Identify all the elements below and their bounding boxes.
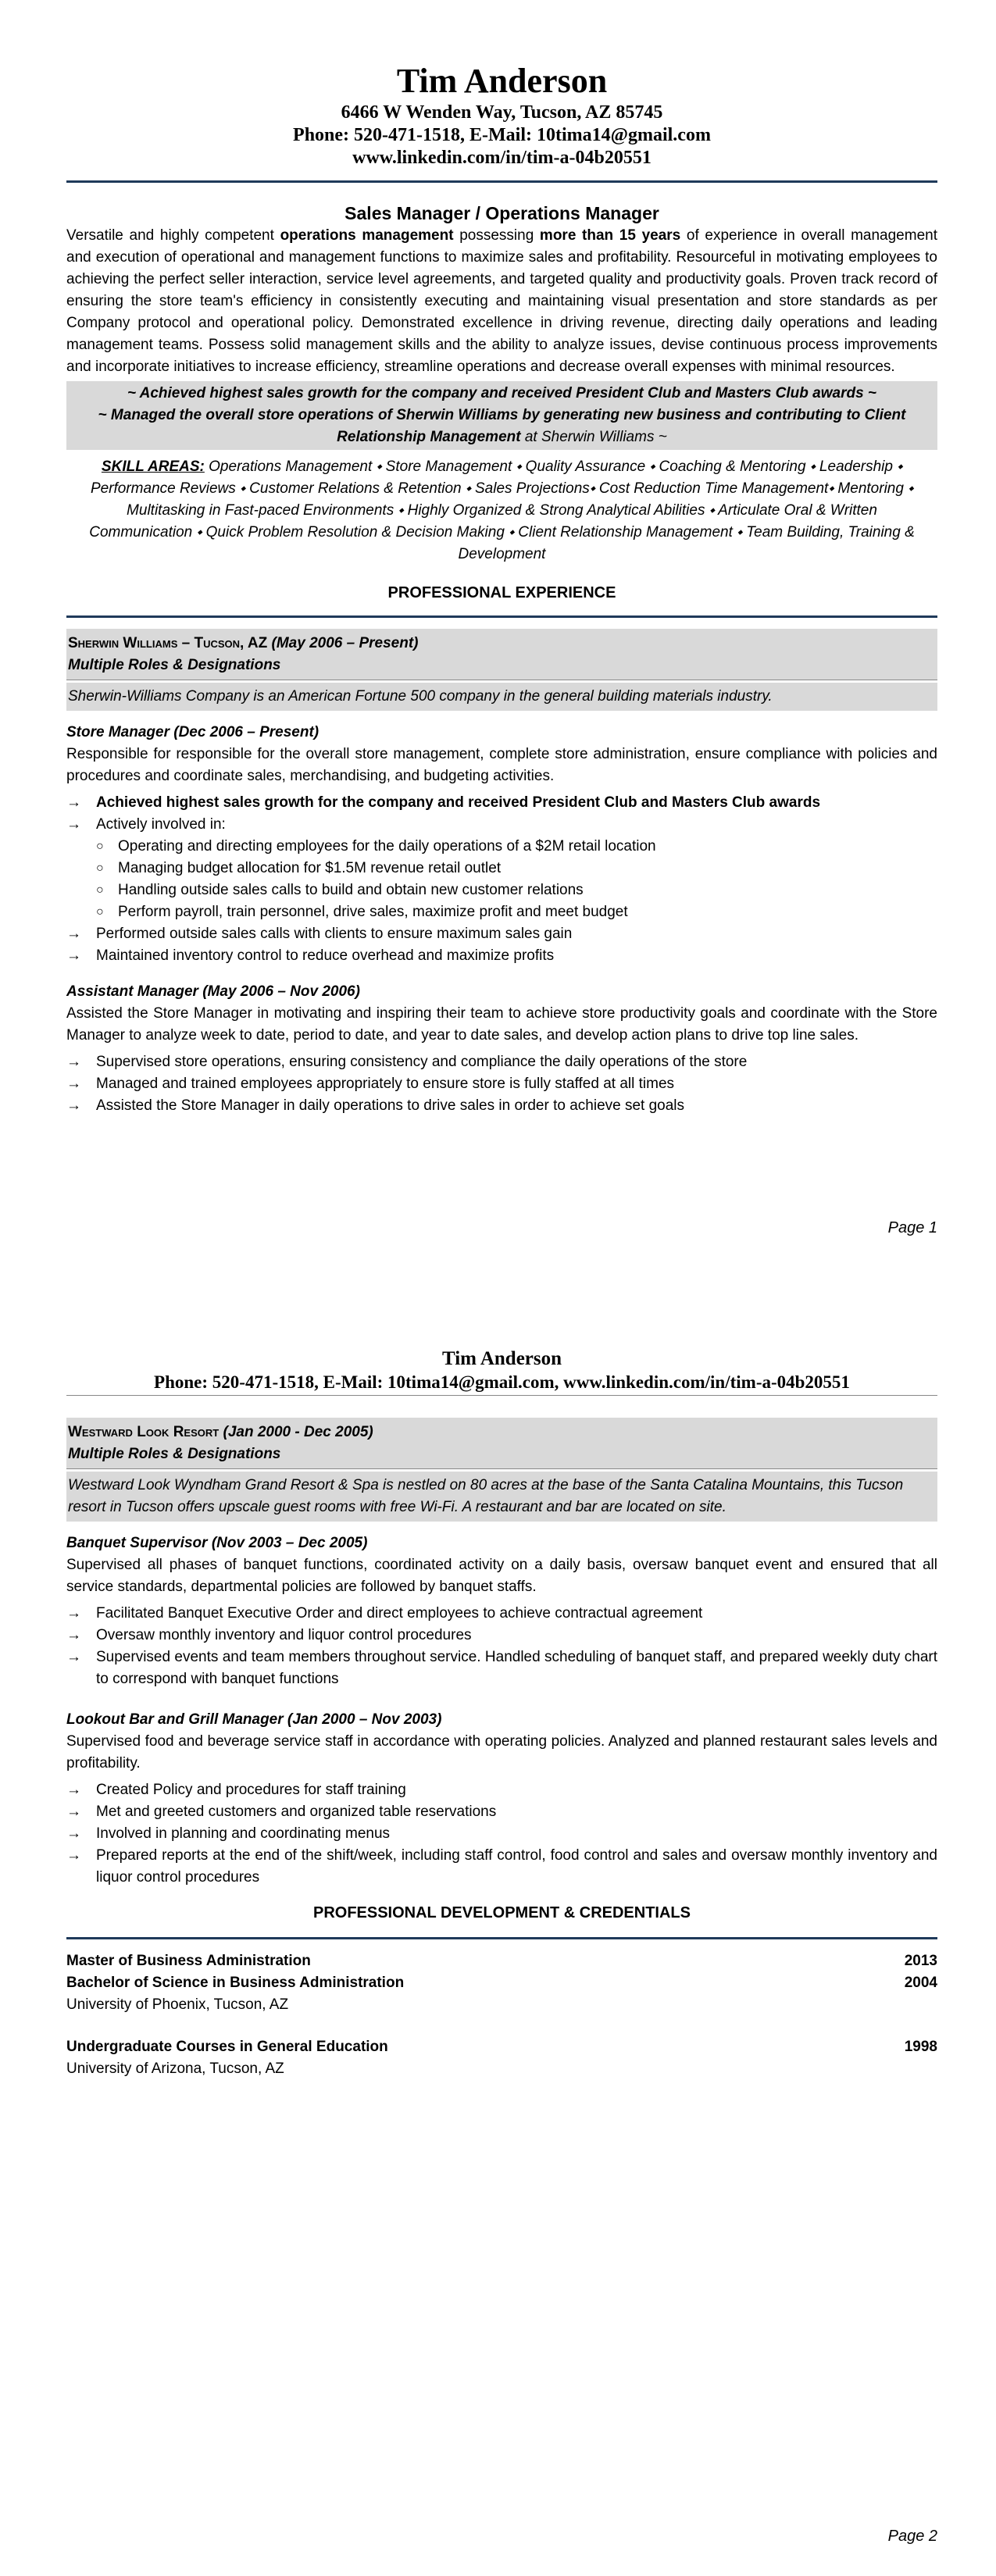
list-item: → Achieved highest sales growth for the company and received President Club and Masters Club awards [66,792,937,814]
arrow-icon: → [66,1649,81,1665]
arrow-icon: → [66,947,81,964]
credentials-divider [66,1937,937,1939]
highlight-line-1: ~ Achieved highest sales growth for the company and received President Club and Masters Club awards ~ [127,385,877,401]
employer-1-header [66,629,937,680]
skill-areas-label: SKILL AREAS: [101,458,205,475]
circle-icon: ○ [96,905,104,919]
circle-icon: ○ [96,862,104,875]
school-phoenix: University of Phoenix, Tucson, AZ [66,1996,289,2013]
degree-mba: Master of Business Administration 2013 [66,1953,937,1969]
list-item: → Maintained inventory control to reduce overhead and maximize profits [66,945,937,967]
credentials-title: PROFESSIONAL DEVELOPMENT & CREDENTIALS [312,1904,691,1921]
list-item: → Prepared reports at the end of the shift/week, including staff control, food control and sales and oversaw monthly inventory and liquor control procedures [66,1845,937,1889]
employer-1-description: Sherwin-Williams Company is an American Fortune 500 company in the general building materials industry. [66,683,937,711]
page-number-1: Page 1 [887,1219,937,1236]
list-item: ○ Perform payroll, train personnel, drive sales, maximize profit and meet budget [66,901,937,923]
arrow-icon: → [66,1605,81,1622]
list-item: → Facilitated Banquet Executive Order and direct employees to achieve contractual agreement [66,1603,937,1625]
education [66,1950,937,2080]
employer-1-title: Sherwin Williams – Tucson, AZ (May 2006 – Present) [68,635,419,651]
list-item: → Involved in planning and coordinating menus [66,1823,937,1845]
role-2-bullets [66,1051,937,1117]
arrow-icon: → [66,1804,81,1820]
role-3-title: Banquet Supervisor (Nov 2003 – Dec 2005) [66,1535,368,1551]
list-item: → Managed and trained employees appropriately to ensure store is fully staffed at all times [66,1073,937,1095]
running-header-name: Tim Anderson [441,1348,562,1369]
skill-areas-text: Operations Management ⬩ Store Management ⬩ Quality Assurance ⬩ Coaching & Mentoring ⬩ Leadership ⬩ Performance Reviews ⬩ Customer Relations & Retention ⬩ Sales Projections⬩ Cost Reduction Time Management⬩ Mentoring ⬩ Multitasking in Fast-paced Environments ⬩ Highly Organized & Strong Analytical Abilities ⬩ Articulate Oral & Written Communication ⬩ Quick Problem Resolution & Decision Making ⬩ Client Relationship Management ⬩ Team Building, Training & Development [89,458,915,562]
list-item: ○ Managing budget allocation for $1.5M revenue retail outlet [66,858,937,879]
phone-email: Phone: 520-471-1518, E-Mail: 10tima14@gmail.com [293,125,711,145]
arrow-icon: → [66,1847,81,1864]
arrow-icon: → [66,926,81,942]
circle-icon: ○ [96,883,104,897]
arrow-icon: → [66,1627,81,1643]
arrow-icon: → [66,1054,81,1070]
header-divider [66,180,937,183]
list-item: → Met and greeted customers and organized table reservations [66,1801,937,1823]
degree-bs: Bachelor of Science in Business Administration 2004 [66,1975,937,1991]
linkedin: www.linkedin.com/in/tim-a-04b20551 [352,148,652,168]
employer-2-description: Westward Look Wyndham Grand Resort & Spa is nestled on 80 acres at the base of the Santa Catalina Mountains, this Tucson resort in Tucson offers upscale guest rooms with free Wi-Fi. A restaurant and bar are located on site. [66,1472,937,1522]
page-2-content [66,1347,937,2080]
page-1-content [66,61,937,1117]
list-item: → Created Policy and procedures for staff training [66,1779,937,1801]
school-arizona: University of Arizona, Tucson, AZ [66,2060,284,2077]
arrow-icon: → [66,816,81,833]
role-1-title: Store Manager (Dec 2006 – Present) [66,724,320,740]
role-4-description: Supervised food and beverage service staff in accordance with operating policies. Analyzed and planned restaurant sales levels and profitability. [66,1733,937,1771]
arrow-icon: → [66,794,81,811]
role-2-description: Assisted the Store Manager in motivating and inspiring their team to achieve store productivity goals and coordinate with the Store Manager to analyze week to date, period to date, and year to date sales, and develop action plans to drive top line sales. [66,1005,937,1044]
arrow-icon: → [66,1076,81,1092]
arrow-icon: → [66,1097,81,1114]
role-4-bullets [66,1779,937,1889]
employer-2-title: Westward Look Resort (Jan 2000 - Dec 2005) [68,1424,373,1440]
page-number-2: Page 2 [887,2528,937,2545]
list-item: → Supervised store operations, ensuring consistency and compliance the daily operations of the store [66,1051,937,1073]
running-header-divider [66,1395,937,1396]
employer-2-subtitle: Multiple Roles & Designations [68,1446,281,1462]
role-3-bullets [66,1603,937,1690]
employer-2-divider [66,1468,937,1469]
list-item: ○ Handling outside sales calls to build and obtain new customer relations [66,879,937,901]
running-header-contact: Phone: 520-471-1518, E-Mail: 10tima14@gmail.com, www.linkedin.com/in/tim-a-04b20551 [154,1372,850,1392]
role-2-title: Assistant Manager (May 2006 – Nov 2006) [66,983,360,1000]
role-1-description: Responsible for responsible for the overall store management, complete store administration, ensure compliance with policies and procedures and coordinate sales, merchandising, and budgeting activities. [66,746,937,784]
arrow-icon: → [66,1782,81,1798]
arrow-icon: → [66,1825,81,1842]
address: 6466 W Wenden Way, Tucson, AZ 85745 [341,102,663,123]
role-1-sub-bullets [66,836,937,923]
experience-divider [66,615,937,618]
employer-1-subtitle: Multiple Roles & Designations [68,657,281,673]
headline: Sales Manager / Operations Manager [344,203,659,223]
summary: Versatile and highly competent operations management possessing more than 15 years of experience in overall management and execution of operational and management functions to maximize sales and profitability. Resourceful in motivating employees to achieving the perfect seller interaction, service level agreements, and targeted quality and productivity goals. Proven track record of ensuring the store team's efficiency in consistently executing and maintaining visual presentation and store standards as per Company protocol and operational policy. Demonstrated excellence in driving revenue, directing daily operations and leading management teams. Possess solid management skills and the ability to analyze issues, devise continuous process improvements and incorporate initiatives to increase efficiency, streamline operations and decrease overall expenses with minimal resources. [66,227,937,375]
circle-icon: ○ [96,840,104,853]
employer-2-header [66,1418,937,1468]
skill-areas [66,456,937,566]
role-4-title: Lookout Bar and Grill Manager (Jan 2000 – Nov 2003) [66,1711,442,1728]
degree-undergrad: Undergraduate Courses in General Education 1998 [66,2039,937,2055]
highlights-box [66,381,937,450]
candidate-name: Tim Anderson [396,62,608,100]
experience-title: PROFESSIONAL EXPERIENCE [387,584,616,601]
list-item: → Oversaw monthly inventory and liquor control procedures [66,1625,937,1647]
page-2 [0,1288,996,2576]
list-item: → Supervised events and team members throughout service. Handled scheduling of banquet staff, and prepared weekly duty chart to correspond with banquet functions [66,1647,937,1690]
list-item: ○ Operating and directing employees for the daily operations of a $2M retail location [66,836,937,858]
list-item: → Performed outside sales calls with clients to ensure maximum sales gain [66,923,937,945]
list-item: → Assisted the Store Manager in daily operations to drive sales in order to achieve set goals [66,1095,937,1117]
highlight-line-2: ~ Managed the overall store operations of Sherwin Williams by generating new business and contributing to Client Relationship Management at Sherwin Williams ~ [98,407,906,445]
role-3-description: Supervised all phases of banquet functions, coordinated activity on a daily basis, oversaw banquet event and ensured that all service standards, departmental policies are followed by banquet staffs. [66,1557,937,1595]
role-1-bullets [66,792,937,967]
list-item: → Actively involved in: ○ Operating and directing employees for the daily operations of a $2M retail location ○ Managing budget allocation for $1.5M revenue retail outlet ○ Handling outside sales calls to build and obtain new customer relations ○ Perform payroll, train personnel, drive sales, maximize profit and meet budget [66,814,937,923]
